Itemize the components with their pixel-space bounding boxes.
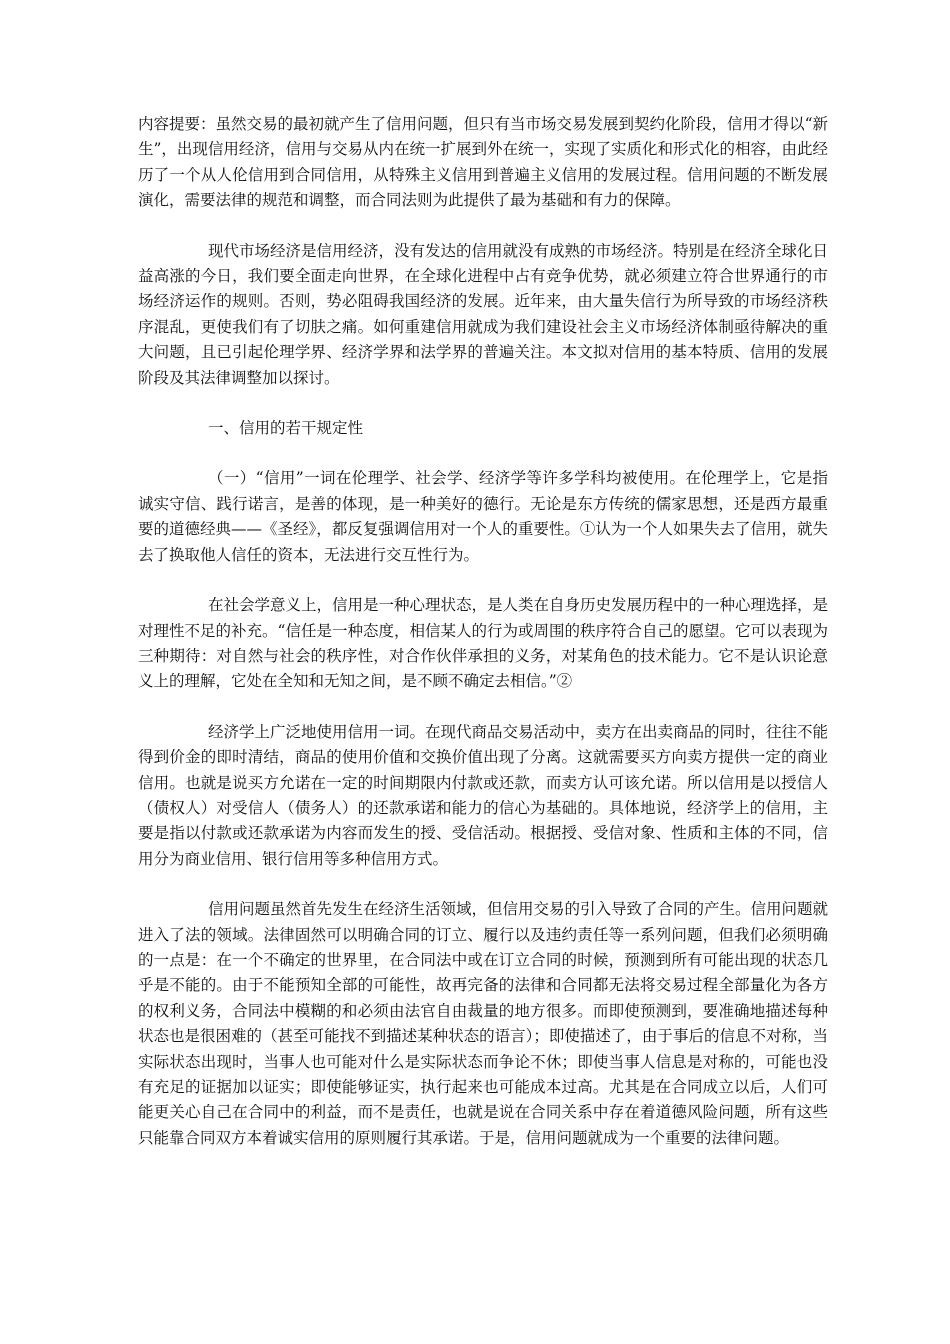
body-paragraph-law: 信用问题虽然首先发生在经济生活领域，但信用交易的引入导致了合同的产生。信用问题就进入了法的领域。法律固然可以明确合同的订立、履行以及违约责任等一系列问题，但我们必须明确的一点是：在一个不确定的世界里，在合同法中或在订立合同的时候，预测到所有可能出现的状态几乎是不能的。由于不能预知全部的可能性，故再完备的法律和合同都无法将交易过程全部量化为各方的权利义务，合同法中模糊的和必须由法官自由裁量的地方很多。而即使预测到，要准确地描述每种状态也是很困难的（甚至可能找不到描述某种状态的语言）；即使描述了，由于事后的信息不对称，当实际状态出现时，当事人也可能对什么是实际状态而争论不休；即使当事人信息是对称的，可能也没有充足的证据加以证实；即使能够证实，执行起来也可能成本过高。尤其是在合同成立以后，人们可能更关心自己在合同中的利益，而不是责任，也就是说在合同关系中存在着道德风险问题，所有这些只能靠合同双方本着诚实信用的原则履行其承诺。于是，信用问题就成为一个重要的法律问题。 [138,900,829,1147]
section-heading: 一、信用的若干规定性 [208,419,364,438]
abstract-paragraph: 内容提要：虽然交易的最初就产生了信用问题，但只有当市场交易发展到契约化阶段，信用才得以“新生”，出现信用经济，信用与交易从内在统一扩展到外在统一，实现了实质化和形式化的相容，由此经历了一个从人伦信用到合同信用，从特殊主义信用到普遍主义信用的发展过程。信用问题的不断发展演化，需要法律的规范和调整，而合同法则为此提供了最为基础和有力的保障。 [138,115,828,210]
body-paragraph-economics: 经济学上广泛地使用信用一词。在现代商品交易活动中，卖方在出卖商品的同时，往往不能得到价金的即时清结，商品的使用价值和交换价值出现了分离。这就需要买方向卖方提供一定的商业信用。也就是说买方允诺在一定的时间期限内付款或还款，而卖方认可该允诺。所以信用是以授信人（债权人）对受信人（债务人）的还款承诺和能力的信心为基础的。具体地说，经济学上的信用，主要是指以付款或还款承诺为内容而发生的授、受信活动。根据授、受信对象、性质和主体的不同，信用分为商业信用、银行信用等多种信用方式。 [138,722,829,868]
intro-paragraph: 现代市场经济是信用经济，没有发达的信用就没有成熟的市场经济。特别是在经济全球化日益高涨的今日，我们要全面走向世界，在全球化进程中占有竞争优势，就必须建立符合世界通行的市场经济运作的规则。否则，势必阻碍我国经济的发展。近年来，由大量失信行为所导致的市场经济秩序混乱，更使我们有了切肤之痛。如何重建信用就成为我们建设社会主义市场经济体制亟待解决的重大问题，且已引起伦理学界、经济学界和法学界的普遍关注。本文拟对信用的基本特质、信用的发展阶段及其法律调整加以探讨。 [138,241,829,387]
body-paragraph-ethics: （一）“信用”一词在伦理学、社会学、经济学等许多学科均被使用。在伦理学上，它是指诚实守信、践行诺言，是善的体现，是一种美好的德行。无论是东方传统的儒家思想，还是西方最重要的道德经典——《圣经》，都反复强调信用对一个人的重要性。①认为一个人如果失去了信用，就失去了换取他人信任的资本，无法进行交互性行为。 [138,469,828,564]
body-paragraph-sociology: 在社会学意义上，信用是一种心理状态，是人类在自身历史发展历程中的一种心理选择，是对理性不足的补充。“信任是一种态度，相信某人的行为或周围的秩序符合自己的愿望。它可以表现为三种期待：对自然与社会的秩序性，对合作伙伴承担的义务，对某角色的技术能力。它不是认识论意义上的理解，它处在全知和无知之间，是不顾不确定去相信。”② [138,596,829,691]
document-page [138,112,828,1176]
